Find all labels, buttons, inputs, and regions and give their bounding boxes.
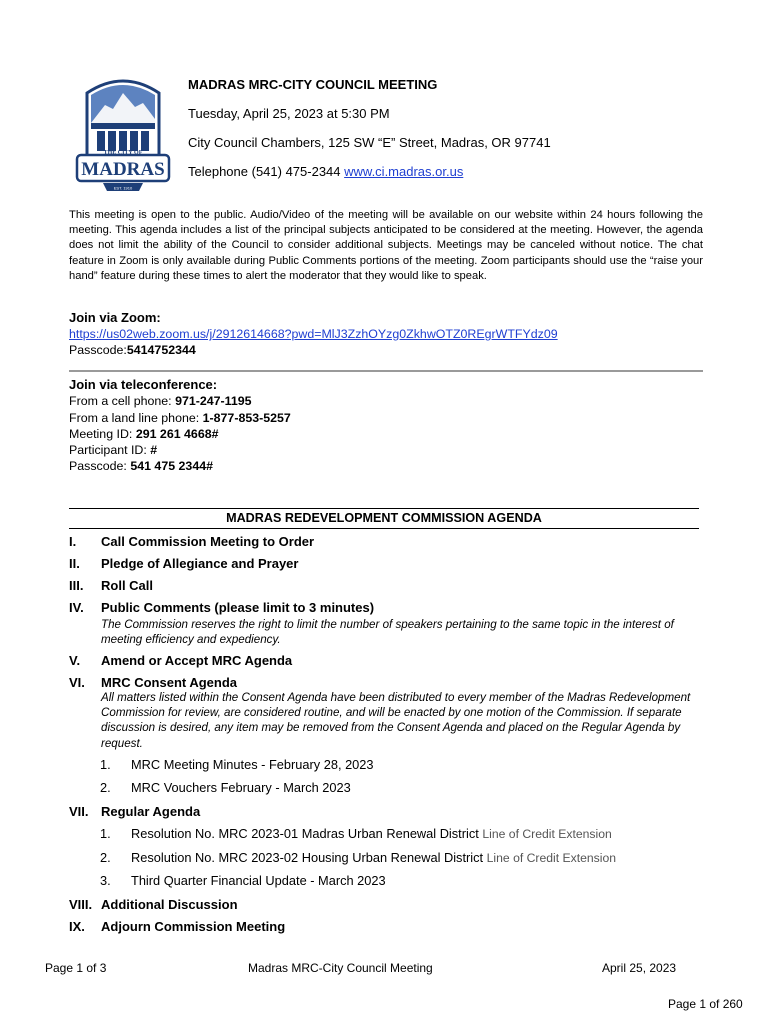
subitem-number: 1. <box>100 826 111 841</box>
subitem-number: 1. <box>100 757 111 772</box>
subitem-text-wrap <box>131 826 612 842</box>
section-divider <box>69 370 703 372</box>
agenda-rule-bottom <box>69 528 699 529</box>
agenda-item-label: Additional Discussion <box>101 897 238 912</box>
agenda-item-label: Adjourn Commission Meeting <box>101 919 286 934</box>
agenda-item-number: I. <box>69 534 77 549</box>
zoom-section <box>69 310 709 358</box>
tele-land-line <box>69 410 709 426</box>
footer-page-number: Page 1 of 3 <box>45 961 107 975</box>
intro-paragraph: This meeting is open to the public. Audio/Video of the meeting will be available on our website within 24 hours following the meeting. This agenda includes a list of the principal subjects anticipated to be considered at the meeting. However, the agenda does not limit the ability of the Council to consider additional subjects. Meetings may be canceled without notice. The chat feature in Zoom is only available during Public Comments portions of the meeting. Zoom participants should use the “raise your hand” feature during these times to alert the moderator that they would like to speak. <box>69 209 703 282</box>
agenda-item-number: III. <box>69 578 84 593</box>
subitem-text: MRC Meeting Minutes - February 28, 2023 <box>131 757 374 772</box>
zoom-passcode-line <box>69 342 709 358</box>
subitem-text: MRC Vouchers February - March 2023 <box>131 780 351 795</box>
tele-participant-line <box>69 442 709 458</box>
subitem-extension: Line of Credit Extension <box>482 827 612 841</box>
logo-name: MADRAS <box>81 159 165 180</box>
agenda-item-number: VIII. <box>69 897 93 912</box>
tele-participant-label: Participant ID: <box>69 443 151 458</box>
agenda-item-number: V. <box>69 653 81 668</box>
tele-passcode-label: Passcode: <box>69 459 131 474</box>
footer-date: April 25, 2023 <box>602 961 677 975</box>
telephone-text: Telephone (541) 475-2344 <box>188 164 345 179</box>
zoom-link[interactable]: https://us02web.zoom.us/j/2912614668?pwd=MlJ3ZzhOYzg0ZkhwOTZ0REgrWTFYdz09 <box>69 327 558 341</box>
agenda-item-label: Public Comments (please limit to 3 minutes) <box>101 600 375 615</box>
tele-cell-line <box>69 393 709 409</box>
agenda-item-label: MRC Consent Agenda <box>101 675 238 690</box>
subitem-text: Third Quarter Financial Update - March 2023 <box>131 873 386 888</box>
agenda-title: MADRAS REDEVELOPMENT COMMISSION AGENDA <box>226 511 542 525</box>
agenda-item-number: IV. <box>69 600 84 615</box>
subitem-text-wrap <box>131 850 616 866</box>
subitem-number: 2. <box>100 850 111 865</box>
logo-est: EST. 1910 <box>113 185 133 191</box>
meeting-date: Tuesday, April 25, 2023 at 5:30 PM <box>188 106 390 121</box>
tele-cell: 971-247-1195 <box>175 394 252 409</box>
agenda-item-label: Regular Agenda <box>101 804 201 819</box>
agenda-item-note: The Commission reserves the right to limit the number of speakers pertaining to the same topic in the interest of meeting efficiency and expediency. <box>101 618 674 647</box>
agenda-item-note: All matters listed within the Consent Agenda have been distributed to every member of the Madras Redevelopment Commission for review, are considered routine, and will be enacted by one motion of the Commission. If separate discussion is desired, any item may be removed from the Consent Agenda and placed on the Regular Agenda by request. <box>101 691 691 750</box>
teleconference-section <box>69 377 709 475</box>
zoom-passcode-label: Passcode: <box>69 343 127 357</box>
footer-title: Madras MRC-City Council Meeting <box>248 961 433 975</box>
agenda-item-number: VII. <box>69 804 89 819</box>
meeting-header <box>188 77 708 180</box>
tele-meeting-label: Meeting ID: <box>69 426 136 441</box>
zoom-heading: Join via Zoom: <box>69 310 161 325</box>
agenda-item-label: Amend or Accept MRC Agenda <box>101 653 293 668</box>
subitem-extension: Line of Credit Extension <box>486 851 617 865</box>
website-link[interactable]: www.ci.madras.or.us <box>344 164 464 179</box>
agenda-rule-top <box>69 508 699 509</box>
packet-page-number: Page 1 of 260 <box>668 997 743 1011</box>
logo-top-text: THE CITY OF <box>103 150 143 156</box>
agenda-item-number: IX. <box>69 919 85 934</box>
agenda-item-label: Call Commission Meeting to Order <box>101 534 315 549</box>
tele-land-label: From a land line phone: <box>69 410 203 425</box>
meeting-telephone <box>188 164 708 180</box>
tele-heading: Join via teleconference: <box>69 377 218 392</box>
agenda-item-number: II. <box>69 556 80 571</box>
tele-passcode-line <box>69 458 709 474</box>
tele-land: 1-877-853-5257 <box>202 410 291 425</box>
zoom-passcode: 5414752344 <box>126 343 196 357</box>
meeting-title: MADRAS MRC-CITY COUNCIL MEETING <box>188 77 438 92</box>
tele-cell-label: From a cell phone: <box>69 394 176 409</box>
agenda-item-label: Pledge of Allegiance and Prayer <box>101 556 299 571</box>
city-of-madras-logo <box>73 75 173 193</box>
subitem-text: Resolution No. MRC 2023-02 Housing Urban Renewal District <box>131 850 487 865</box>
agenda-item-label: Roll Call <box>101 578 154 593</box>
tele-meeting-line <box>69 426 709 442</box>
subitem-text: Resolution No. MRC 2023-01 Madras Urban Renewal District <box>131 826 483 841</box>
subitem-number: 2. <box>100 780 111 795</box>
meeting-location: City Council Chambers, 125 SW “E” Street, Madras, OR 97741 <box>188 135 551 150</box>
tele-meeting-id: 291 261 4668# <box>135 426 219 441</box>
subitem-number: 3. <box>100 873 111 888</box>
tele-participant: # <box>150 443 158 458</box>
tele-passcode: 541 475 2344# <box>130 459 213 474</box>
agenda-item-number: VI. <box>69 675 85 690</box>
